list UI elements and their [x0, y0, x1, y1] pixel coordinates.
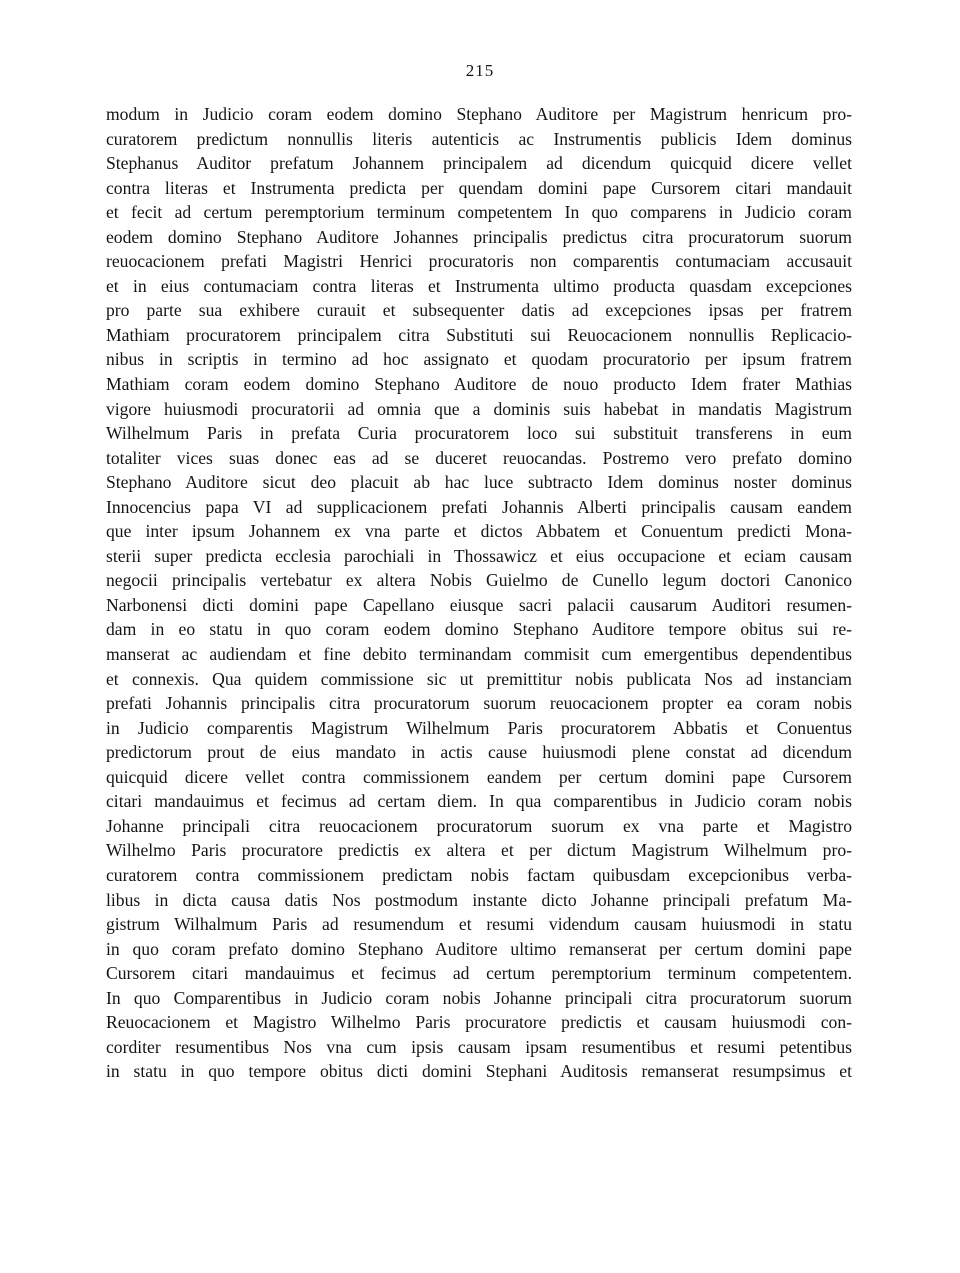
- text-line: negocii principalis vertebatur ex altera Nobis Guielmo de Cunello legum doctori Canonico: [106, 570, 852, 591]
- text-line: Innocencius papa VI ad supplicacionem prefati Johannis Alberti principalis causam eandem: [106, 496, 852, 517]
- text-line: et fecit ad certum peremptorium terminum competentem In quo comparens in Judicio coram: [106, 202, 852, 223]
- text-line: libus in dicta causa datis Nos postmodum instante dicto Johanne principali prefatum Ma-: [106, 889, 852, 910]
- text-line: Johanne principali citra reuocacionem procuratorum suorum ex vna parte et Magistro: [106, 815, 852, 836]
- text-line: curatorem predictum nonnullis literis autenticis ac Instrumentis publicis Idem dominus: [106, 128, 852, 149]
- text-line: curatorem contra commissionem predictam nobis factam quibusdam excepcionibus verba-: [106, 864, 852, 885]
- text-line: in Judicio comparentis Magistrum Wilhelmum Paris procuratorem Abbatis et Conuentus: [106, 717, 852, 738]
- page-number: 215: [465, 61, 495, 80]
- text-line: contra literas et Instrumenta predicta per quendam domini pape Cursorem citari mandauit: [106, 177, 852, 198]
- text-line: vigore huiusmodi procuratorii ad omnia que a dominis suis habebat in mandatis Magistrum: [106, 398, 852, 419]
- text-line: que inter ipsum Johannem ex vna parte et dictos Abbatem et Conuentum predicti Mona-: [106, 521, 852, 542]
- text-line: corditer resumentibus Nos vna cum ipsis causam ipsam resumentibus et resumi petentibus: [106, 1036, 852, 1057]
- text-line: Mathiam coram eodem domino Stephano Auditore de nouo producto Idem frater Mathias: [106, 374, 852, 395]
- text-line: citari mandauimus et fecimus ad certam diem. In qua comparentibus in Judicio coram nobis: [106, 791, 852, 812]
- body-text: [106, 102, 852, 1084]
- text-line: pro parte sua exhibere curauit et subsequenter datis ad excepciones ipsas per fratrem: [106, 300, 852, 321]
- text-line: totaliter vices suas donec eas ad se duceret reuocandas. Postremo vero prefato domino: [106, 447, 852, 468]
- text-line: reuocacionem prefati Magistri Henrici procuratoris non comparentis contumaciam accusauit: [106, 251, 852, 272]
- text-line: nibus in scriptis in termino ad hoc assignato et quodam procuratorio per ipsum fratrem: [106, 349, 852, 370]
- text-line: Mathiam procuratorem principalem citra Substituti sui Reuocacionem nonnullis Replicacio-: [106, 324, 852, 345]
- text-line: sterii super predicta ecclesia parochiali in Thossawicz et eius occupacione et eciam causam: [106, 545, 852, 566]
- text-line: manserat ac audiendam et fine debito terminandam commisit cum emergentibus dependentibus: [106, 644, 852, 665]
- text-line: Wilhelmo Paris procuratore predictis ex altera et per dictum Magistrum Wilhelmum pro-: [106, 840, 852, 861]
- text-line: quicquid dicere vellet contra commissionem eandem per certum domini pape Cursorem: [106, 766, 852, 787]
- text-line: Wilhelmum Paris in prefata Curia procuratorem loco sui substituit transferens in eum: [106, 423, 852, 444]
- text-line: prefati Johannis principalis citra procuratorum suorum reuocacionem propter ea coram nobis: [106, 693, 852, 714]
- text-line: Cursorem citari mandauimus et fecimus ad certum peremptorium terminum competentem.: [106, 963, 852, 984]
- text-line: Reuocacionem et Magistro Wilhelmo Paris procuratore predictis et causam huiusmodi con-: [106, 1012, 852, 1033]
- text-line: In quo Comparentibus in Judicio coram nobis Johanne principali citra procuratorum suorum: [106, 987, 852, 1008]
- text-line: Narbonensi dicti domini pape Capellano eiusque sacri palacii causarum Auditori resumen-: [106, 594, 852, 615]
- text-line: Stephanus Auditor prefatum Johannem principalem ad dicendum quicquid dicere vellet: [106, 153, 852, 174]
- text-line: eodem domino Stephano Auditore Johannes principalis predictus citra procuratorum suorum: [106, 226, 852, 247]
- text-line: in quo coram prefato domino Stephano Auditore ultimo remanserat per certum domini pape: [106, 938, 852, 959]
- text-line: predictorum prout de eius mandato in actis cause huiusmodi plene constat ad dicendum: [106, 742, 852, 763]
- text-line: in statu in quo tempore obitus dicti domini Stephani Auditosis remanserat resumpsimus et: [106, 1061, 852, 1082]
- text-line: et in eius contumaciam contra literas et Instrumenta ultimo producta quasdam excepciones: [106, 275, 852, 296]
- text-line: modum in Judicio coram eodem domino Stephano Auditore per Magistrum henricum pro-: [106, 104, 852, 124]
- text-line: dam in eo statu in quo coram eodem domino Stephano Auditore tempore obitus sui re-: [106, 619, 852, 640]
- text-line: Stephano Auditore sicut deo placuit ab hac luce subtracto Idem dominus noster dominus: [106, 472, 852, 493]
- text-line: et connexis. Qua quidem commissione sic ut premittitur nobis publicata Nos ad instanciam: [106, 668, 852, 689]
- text-line: gistrum Wilhalmum Paris ad resumendum et resumi videndum causam huiusmodi in statu: [106, 914, 852, 935]
